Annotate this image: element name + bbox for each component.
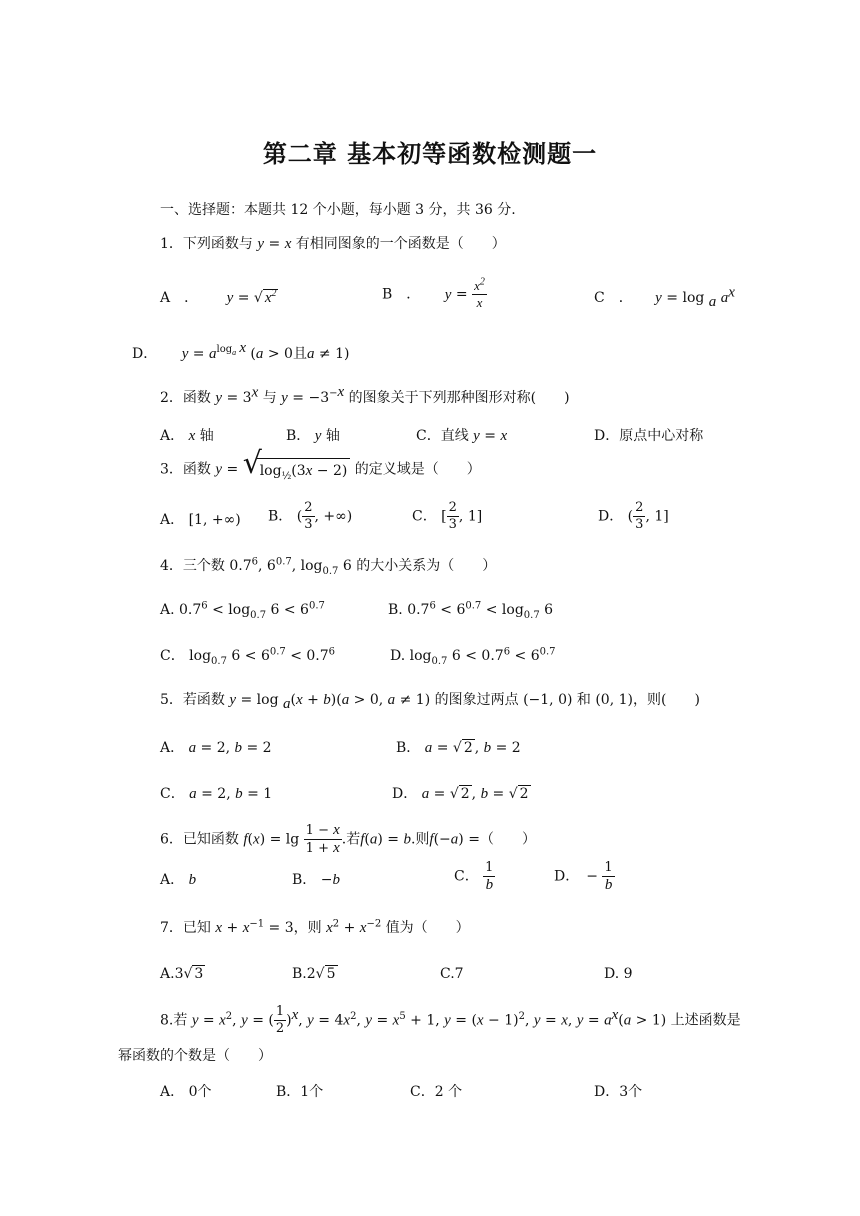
q5-option-b: B． a = √ 2 , b = 2	[396, 740, 521, 756]
q1-option-b: B ． y = $\frac{x^2}{x}$	[382, 276, 485, 310]
question-4: 4．三个数 $0.7^6$, $6^{0.7}$, $\log_{0.7} 6$ 的大小关系为（ ）	[160, 556, 497, 577]
q3-option-c: C． [ $\frac{2}{3}$ , 1]	[412, 500, 483, 532]
q2-option-d: D．原点中心对称	[594, 428, 704, 444]
q5-option-c: C． a = 2, b = 1	[160, 786, 273, 802]
q6-option-b: B． −b	[292, 872, 340, 888]
q8-option-c: C．2 个	[410, 1084, 463, 1100]
q1-option-c: C ． y = log $_a$ $a^x$	[594, 284, 735, 310]
q4-option-c: C． $\log_{0.7} 6 < 6^{0.7} < 0.7^6$	[160, 646, 336, 667]
q3-option-d: D． ( $\frac{2}{3}$ , 1]	[598, 500, 669, 532]
q8-option-d: D．3个	[594, 1084, 643, 1100]
q5-option-a: A． a = 2, b = 2	[160, 740, 272, 756]
page-title: 第二章 基本初等函数检测题一	[262, 140, 598, 168]
q4-option-a: A. $0.7^6 < \log_{0.7} 6 < 6^{0.7}$	[160, 600, 325, 621]
q2-option-b: B． y 轴	[286, 428, 340, 444]
question-8: 8.若 $y = x^2$, y = ( $\frac{1}{2}$ )$^x$, $y = 4x^2$, $y = x^5 + 1$, $y = (x - 1)^2$, y = x, $y = a^x(a > 1)$ 上述函数是	[160, 1004, 741, 1036]
section-heading: 一、选择题：本题共 12 个小题，每小题 3 分，共 36 分.	[160, 202, 516, 218]
q7-option-b: B.2√ 5	[292, 966, 336, 982]
q2-option-a: A． x 轴	[160, 428, 214, 444]
question-3: 3．函数 y = √ $\log_{\frac{1}{2}}(3x - 2)$ 的定义域是（ ）	[160, 446, 481, 482]
question-2: 2．函数 $y = 3^x$ 与 $y = -3^{-x}$ 的图象关于下列那种图形对称( )	[160, 384, 570, 406]
q7-option-d: D. 9	[604, 966, 633, 982]
q3-option-b: B． ( $\frac{2}{3}$ , +∞)	[268, 500, 353, 532]
q8-option-a: A． 0个	[160, 1084, 212, 1100]
q7-option-c: C.7	[440, 966, 464, 982]
question-number: 1．	[160, 236, 183, 252]
q8-option-b: B．1个	[276, 1084, 324, 1100]
question-5: 5．若函数 y = log $_a$(x + b)(a > 0, a ≠ 1) 的图象过两点 (−1, 0) 和 (0, 1)，则( )	[160, 692, 700, 712]
question-6: 6．已知函数 f(x) = lg $\frac{1 - x}{1 + x}$ .若f(a) = b.则f(−a) =（ ）	[160, 822, 536, 856]
q5-option-d: D． a = √ 2 , b = √ 2	[392, 786, 529, 802]
q1-option-d: D． $y = a^{log_a x}$ (a > 0且a ≠ 1)	[132, 340, 350, 362]
q4-option-d: D. $\log_{0.7} 6 < 0.7^6 < 6^{0.7}$	[390, 646, 556, 667]
question-8-continued: 幂函数的个数是（ ）	[118, 1048, 272, 1064]
q6-option-c: C． $\frac{1}{b}$	[454, 860, 494, 893]
q6-option-d: D． − $\frac{1}{b}$	[554, 860, 613, 893]
q3-option-a: A． [1, +∞)	[160, 512, 241, 528]
q7-option-a: A.3√ 3	[160, 966, 204, 982]
q1-option-a: A ． y = √ $x^2$	[160, 288, 277, 306]
q6-option-a: A． b	[160, 872, 197, 888]
question-7: 7．已知 $x + x^{-1} = 3$，则 $x^2 + x^{-2}$ 值为（ ）	[160, 918, 470, 936]
question-1: 1．下列函数与 y = x 有相同图象的一个函数是（ ）	[160, 236, 506, 252]
q4-option-b: B. $0.7^6 < 6^{0.7} < \log_{0.7} 6$	[388, 600, 554, 621]
q2-option-c: C．直线 y = x	[416, 428, 508, 444]
